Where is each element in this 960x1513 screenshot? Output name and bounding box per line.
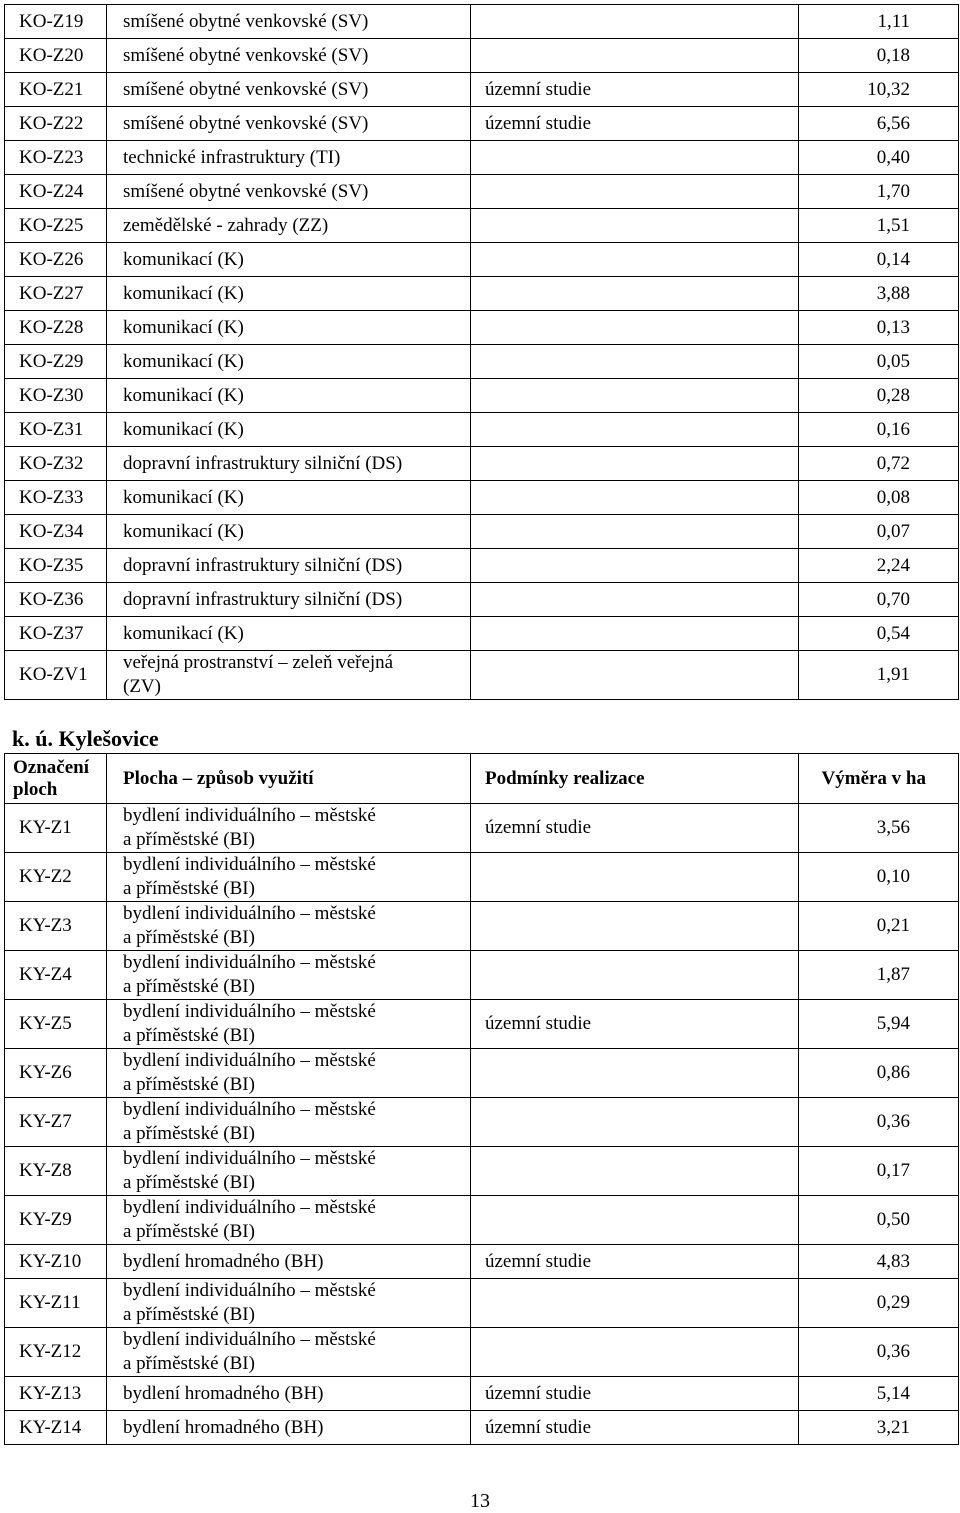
- table-row: [5, 853, 959, 902]
- area-ha: 5,94: [799, 1000, 959, 1049]
- land-use-line: a příměstské (BI): [123, 1221, 255, 1242]
- land-use: komunikací (K): [107, 481, 471, 515]
- condition: [471, 481, 799, 515]
- land-use-line: a příměstské (BI): [123, 1353, 255, 1374]
- plot-id: KY-Z3: [5, 902, 107, 951]
- land-use: [107, 1049, 471, 1098]
- table-row: [5, 804, 959, 853]
- area-ha: 0,17: [799, 1147, 959, 1196]
- plot-id: KO-Z30: [5, 379, 107, 413]
- area-ha: 0,70: [799, 583, 959, 617]
- header-condition: Podmínky realizace: [471, 754, 799, 804]
- table-row: [5, 107, 959, 141]
- condition: územní studie: [471, 73, 799, 107]
- header-land-use: Plocha – způsob využití: [107, 754, 471, 804]
- area-ha: 10,32: [799, 73, 959, 107]
- area-ha: 3,56: [799, 804, 959, 853]
- area-ha: 4,83: [799, 1245, 959, 1279]
- land-use-line: bydlení individuálního – městské: [123, 1001, 376, 1022]
- land-use: [107, 1328, 471, 1377]
- land-use: dopravní infrastruktury silniční (DS): [107, 447, 471, 481]
- condition: [471, 1049, 799, 1098]
- plot-id: KY-Z9: [5, 1196, 107, 1245]
- condition: územní studie: [471, 804, 799, 853]
- table-row: [5, 243, 959, 277]
- table-row: [5, 515, 959, 549]
- plot-id: KY-Z2: [5, 853, 107, 902]
- plot-id: KO-Z28: [5, 311, 107, 345]
- land-use: komunikací (K): [107, 515, 471, 549]
- land-use-line: bydlení individuálního – městské: [123, 1329, 376, 1350]
- header-plot-id: [5, 754, 107, 804]
- table-row: [5, 5, 959, 39]
- condition: [471, 175, 799, 209]
- table-row: [5, 951, 959, 1000]
- condition: [471, 853, 799, 902]
- condition: [471, 1328, 799, 1377]
- land-use: komunikací (K): [107, 277, 471, 311]
- land-use: komunikací (K): [107, 345, 471, 379]
- plot-id: KO-Z34: [5, 515, 107, 549]
- land-use-line: a příměstské (BI): [123, 1123, 255, 1144]
- page-number: 13: [470, 1490, 490, 1512]
- land-use-line: bydlení individuálního – městské: [123, 1099, 376, 1120]
- plot-id: KY-Z4: [5, 951, 107, 1000]
- condition: [471, 345, 799, 379]
- table-row: [5, 651, 959, 700]
- condition: [471, 1279, 799, 1328]
- land-use: [107, 1147, 471, 1196]
- area-ha: 0,16: [799, 413, 959, 447]
- condition: [471, 243, 799, 277]
- land-use: komunikací (K): [107, 243, 471, 277]
- land-use-line: bydlení individuálního – městské: [123, 952, 376, 973]
- area-ha: 0,54: [799, 617, 959, 651]
- land-use-line: a příměstské (BI): [123, 1074, 255, 1095]
- condition: [471, 951, 799, 1000]
- condition: [471, 651, 799, 700]
- table-row: [5, 481, 959, 515]
- plot-id: KO-Z22: [5, 107, 107, 141]
- table-row: [5, 1098, 959, 1147]
- land-use-line: bydlení individuálního – městské: [123, 1280, 376, 1301]
- section-title: k. ú. Kylešovice: [12, 726, 159, 751]
- table-row: [5, 277, 959, 311]
- land-use: smíšené obytné venkovské (SV): [107, 175, 471, 209]
- land-use: komunikací (K): [107, 617, 471, 651]
- plot-id: KO-Z19: [5, 5, 107, 39]
- land-use: dopravní infrastruktury silniční (DS): [107, 583, 471, 617]
- table-row: [5, 73, 959, 107]
- land-use: smíšené obytné venkovské (SV): [107, 73, 471, 107]
- area-ha: 0,05: [799, 345, 959, 379]
- table-row: [5, 1000, 959, 1049]
- land-use: zemědělské - zahrady (ZZ): [107, 209, 471, 243]
- plot-id: KO-Z37: [5, 617, 107, 651]
- table-row: [5, 1328, 959, 1377]
- plot-id: KO-Z21: [5, 73, 107, 107]
- table-row: [5, 1411, 959, 1445]
- condition: [471, 141, 799, 175]
- land-use: technické infrastruktury (TI): [107, 141, 471, 175]
- table-row: [5, 549, 959, 583]
- area-ha: 1,11: [799, 5, 959, 39]
- plot-id: KY-Z12: [5, 1328, 107, 1377]
- area-table-kylesovice: [4, 753, 959, 1445]
- table-row: [5, 345, 959, 379]
- plot-id: KY-Z6: [5, 1049, 107, 1098]
- condition: [471, 583, 799, 617]
- area-ha: 0,13: [799, 311, 959, 345]
- land-use: bydlení hromadného (BH): [107, 1245, 471, 1279]
- area-ha: 0,08: [799, 481, 959, 515]
- area-ha: 5,14: [799, 1377, 959, 1411]
- condition: územní studie: [471, 1245, 799, 1279]
- table-row: [5, 617, 959, 651]
- plot-id: KO-Z24: [5, 175, 107, 209]
- condition: [471, 413, 799, 447]
- land-use-line: (ZV): [123, 676, 161, 697]
- area-ha: 0,40: [799, 141, 959, 175]
- plot-id: KO-Z27: [5, 277, 107, 311]
- area-ha: 0,36: [799, 1328, 959, 1377]
- land-use: [107, 902, 471, 951]
- table-row: [5, 141, 959, 175]
- plot-id: KO-Z35: [5, 549, 107, 583]
- table-row: [5, 583, 959, 617]
- area-ha: 1,70: [799, 175, 959, 209]
- land-use: komunikací (K): [107, 413, 471, 447]
- land-use: [107, 804, 471, 853]
- condition: [471, 379, 799, 413]
- land-use-line: bydlení individuálního – městské: [123, 1197, 376, 1218]
- area-ha: 6,56: [799, 107, 959, 141]
- plot-id: KO-ZV1: [5, 651, 107, 700]
- plot-id: KO-Z33: [5, 481, 107, 515]
- area-ha: 3,88: [799, 277, 959, 311]
- land-use: smíšené obytné venkovské (SV): [107, 39, 471, 73]
- area-ha: 0,29: [799, 1279, 959, 1328]
- condition: [471, 549, 799, 583]
- area-ha: 0,18: [799, 39, 959, 73]
- plot-id: KO-Z31: [5, 413, 107, 447]
- area-ha: 3,21: [799, 1411, 959, 1445]
- plot-id: KO-Z20: [5, 39, 107, 73]
- area-ha: 0,28: [799, 379, 959, 413]
- plot-id: KY-Z13: [5, 1377, 107, 1411]
- plot-id: KO-Z25: [5, 209, 107, 243]
- land-use: [107, 951, 471, 1000]
- land-use-line: bydlení individuálního – městské: [123, 1050, 376, 1071]
- plot-id: KO-Z29: [5, 345, 107, 379]
- land-use: [107, 1098, 471, 1147]
- condition: [471, 447, 799, 481]
- table-row: [5, 1245, 959, 1279]
- condition: [471, 1196, 799, 1245]
- table-header-row: [5, 754, 959, 804]
- land-use-line: bydlení individuálního – městské: [123, 903, 376, 924]
- land-use-line: a příměstské (BI): [123, 1025, 255, 1046]
- condition: územní studie: [471, 1411, 799, 1445]
- condition: územní studie: [471, 1000, 799, 1049]
- table-row: [5, 447, 959, 481]
- land-use: smíšené obytné venkovské (SV): [107, 107, 471, 141]
- condition: [471, 277, 799, 311]
- plot-id: KY-Z14: [5, 1411, 107, 1445]
- condition: územní studie: [471, 1377, 799, 1411]
- header-area: Výměra v ha: [799, 754, 959, 804]
- plot-id: KY-Z1: [5, 804, 107, 853]
- plot-id: KY-Z8: [5, 1147, 107, 1196]
- table-row: [5, 175, 959, 209]
- plot-id: KY-Z11: [5, 1279, 107, 1328]
- table-row: [5, 1377, 959, 1411]
- land-use: bydlení hromadného (BH): [107, 1377, 471, 1411]
- table-row: [5, 902, 959, 951]
- condition: [471, 515, 799, 549]
- table-row: [5, 311, 959, 345]
- area-ha: 1,51: [799, 209, 959, 243]
- land-use-line: bydlení individuálního – městské: [123, 805, 376, 826]
- land-use-line: bydlení individuálního – městské: [123, 854, 376, 875]
- area-ha: 0,21: [799, 902, 959, 951]
- land-use: komunikací (K): [107, 311, 471, 345]
- land-use: [107, 853, 471, 902]
- land-use: bydlení hromadného (BH): [107, 1411, 471, 1445]
- condition: [471, 209, 799, 243]
- land-use-line: a příměstské (BI): [123, 1172, 255, 1193]
- condition: [471, 39, 799, 73]
- condition: [471, 1098, 799, 1147]
- area-ha: 0,86: [799, 1049, 959, 1098]
- table-row: [5, 1196, 959, 1245]
- land-use-line: bydlení individuálního – městské: [123, 1148, 376, 1169]
- land-use: dopravní infrastruktury silniční (DS): [107, 549, 471, 583]
- condition: [471, 5, 799, 39]
- area-ha: 0,50: [799, 1196, 959, 1245]
- area-table-koblov: [4, 4, 959, 700]
- land-use: [107, 1196, 471, 1245]
- condition: [471, 311, 799, 345]
- condition: [471, 1147, 799, 1196]
- land-use-line: a příměstské (BI): [123, 976, 255, 997]
- area-ha: 1,87: [799, 951, 959, 1000]
- plot-id: KO-Z36: [5, 583, 107, 617]
- plot-id: KO-Z32: [5, 447, 107, 481]
- land-use-line: a příměstské (BI): [123, 1304, 255, 1325]
- land-use: [107, 1279, 471, 1328]
- plot-id: KY-Z7: [5, 1098, 107, 1147]
- plot-id: KO-Z23: [5, 141, 107, 175]
- plot-id: KY-Z10: [5, 1245, 107, 1279]
- table-row: [5, 1147, 959, 1196]
- table-row: [5, 1049, 959, 1098]
- area-ha: 0,07: [799, 515, 959, 549]
- condition: [471, 617, 799, 651]
- area-ha: 0,72: [799, 447, 959, 481]
- land-use: [107, 651, 471, 700]
- land-use: [107, 1000, 471, 1049]
- condition: územní studie: [471, 107, 799, 141]
- area-ha: 0,14: [799, 243, 959, 277]
- plot-id: KY-Z5: [5, 1000, 107, 1049]
- condition: [471, 902, 799, 951]
- table-row: [5, 413, 959, 447]
- table-row: [5, 1279, 959, 1328]
- land-use: smíšené obytné venkovské (SV): [107, 5, 471, 39]
- area-ha: 0,10: [799, 853, 959, 902]
- table-row: [5, 39, 959, 73]
- area-ha: 2,24: [799, 549, 959, 583]
- table-row: [5, 379, 959, 413]
- land-use-line: veřejná prostranství – zeleň veřejná: [123, 652, 394, 673]
- land-use-line: a příměstské (BI): [123, 927, 255, 948]
- header-line: Označení: [13, 756, 89, 778]
- area-ha: 0,36: [799, 1098, 959, 1147]
- header-line: ploch: [13, 778, 58, 800]
- plot-id: KO-Z26: [5, 243, 107, 277]
- land-use-line: a příměstské (BI): [123, 878, 255, 899]
- table-row: [5, 209, 959, 243]
- area-ha: 1,91: [799, 651, 959, 700]
- land-use-line: a příměstské (BI): [123, 829, 255, 850]
- land-use: komunikací (K): [107, 379, 471, 413]
